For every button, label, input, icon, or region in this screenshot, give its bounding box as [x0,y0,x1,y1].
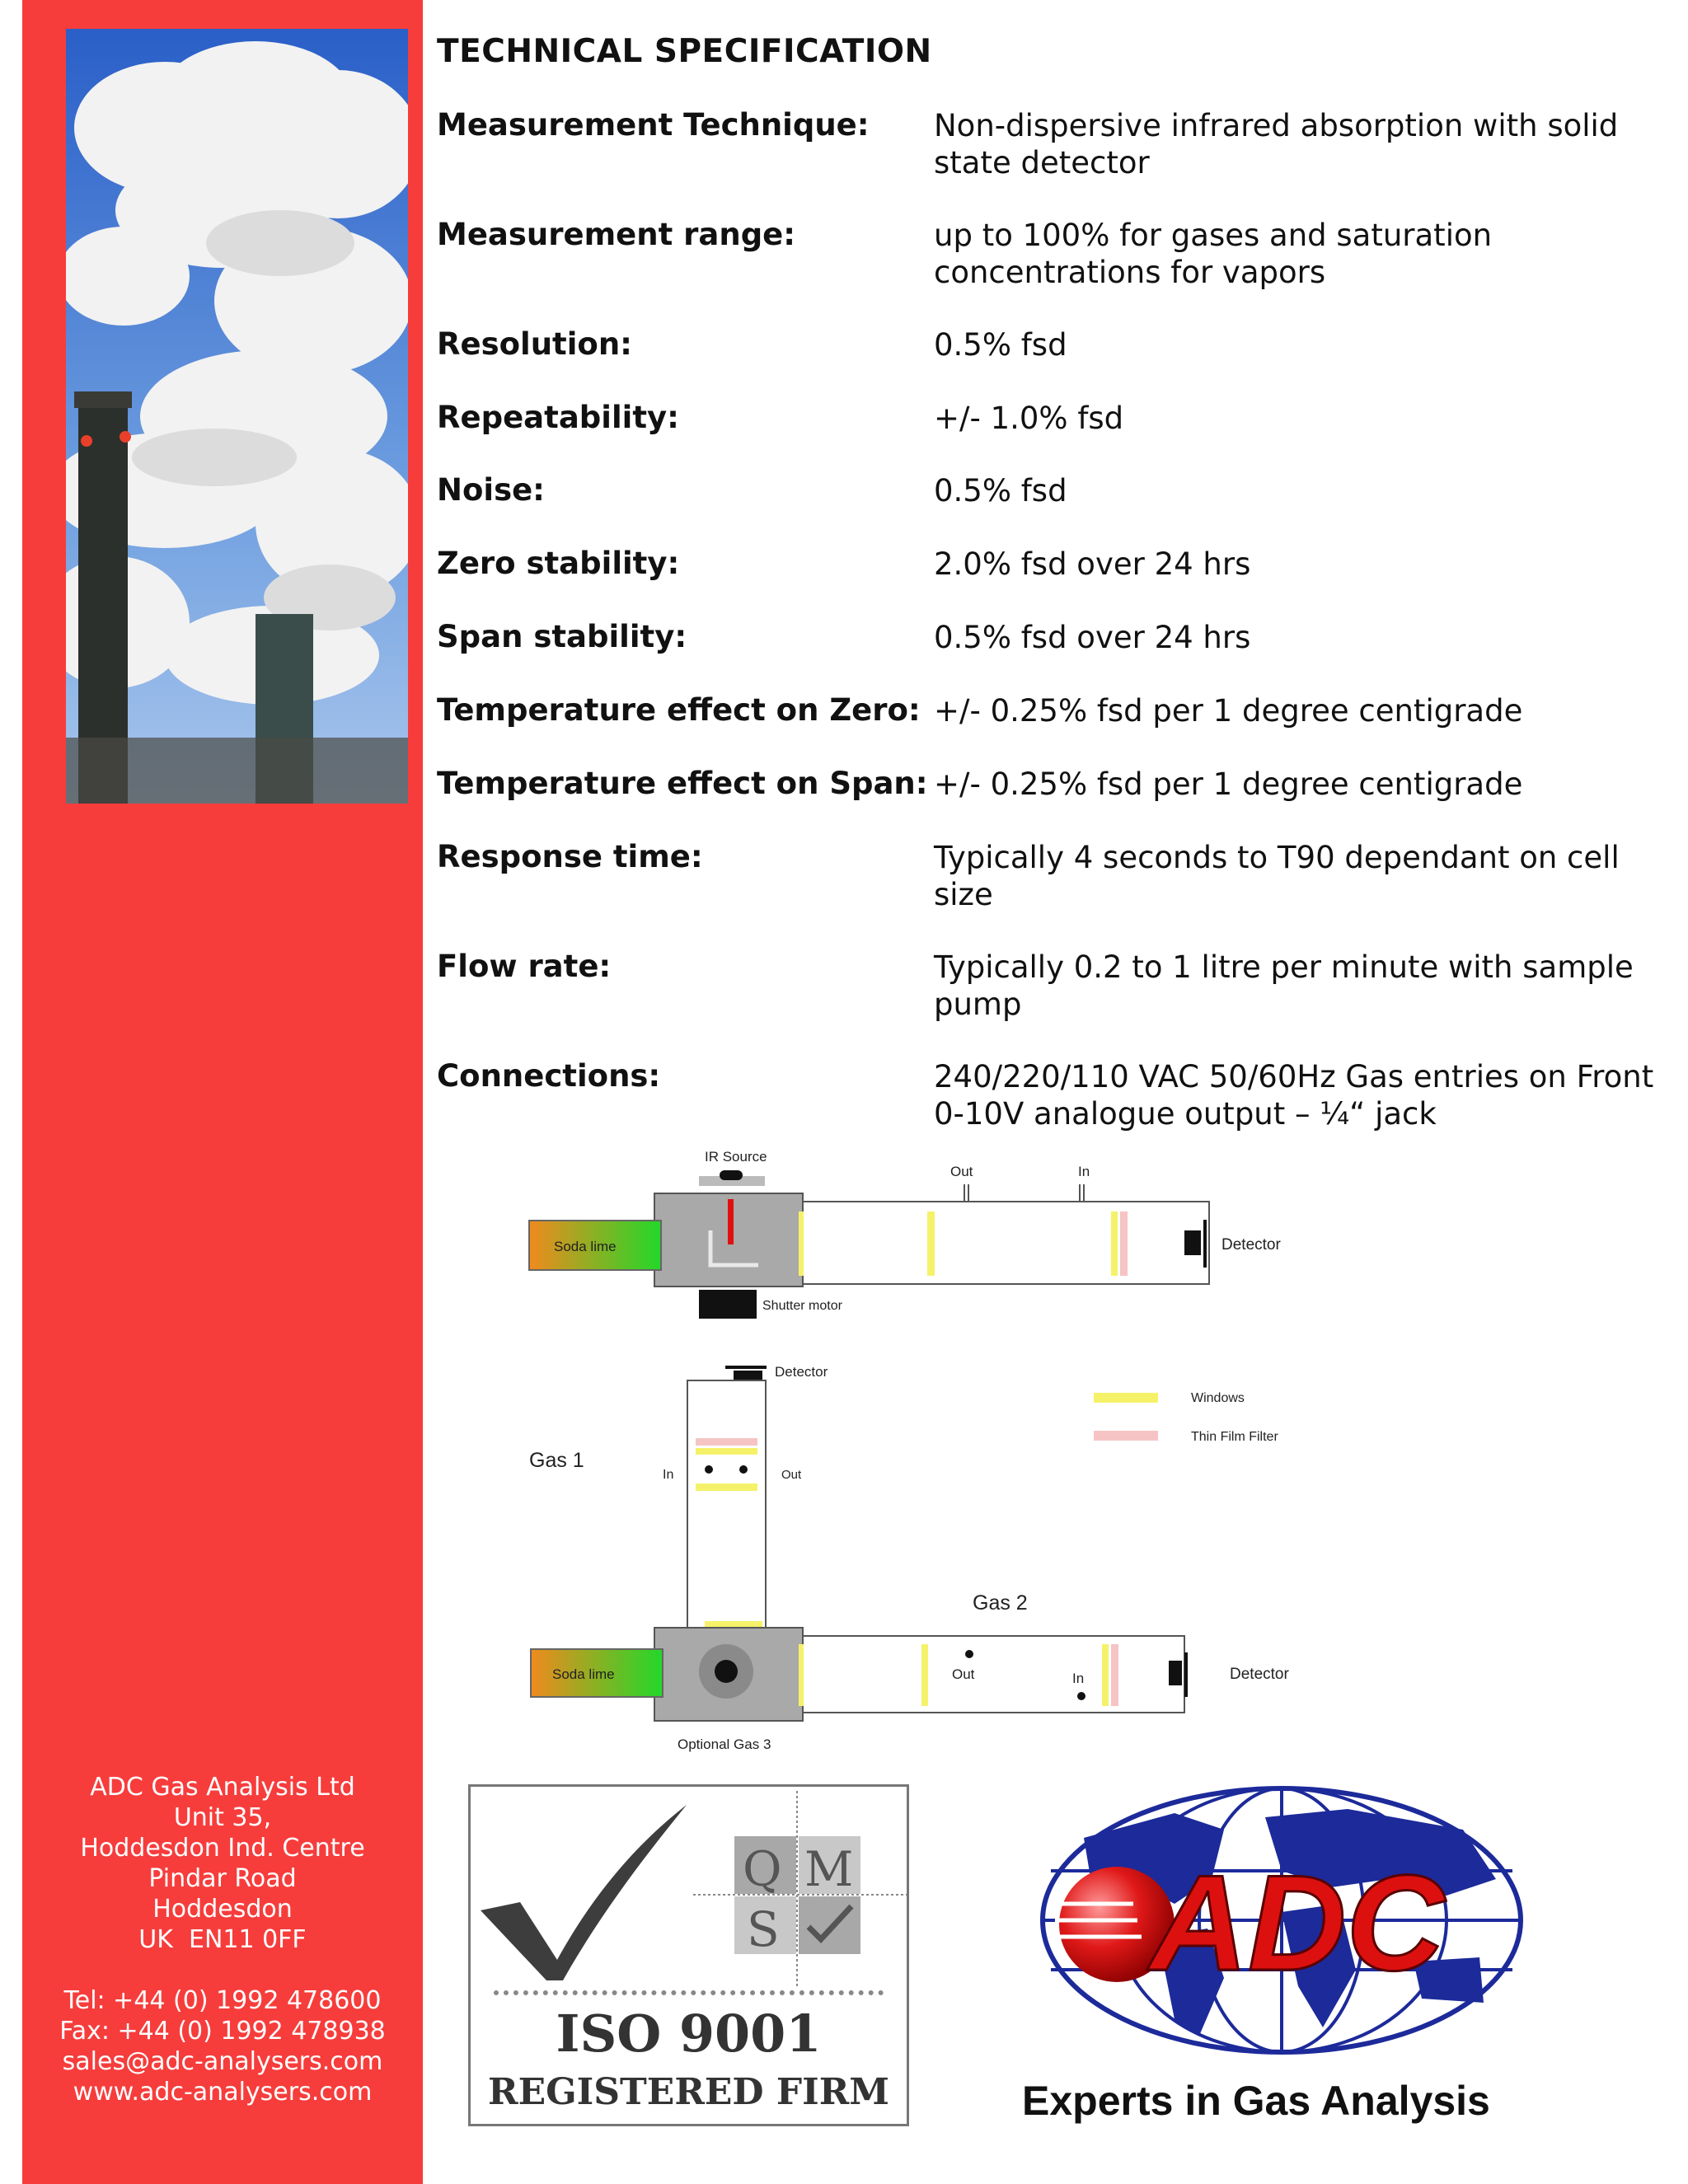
company-name: ADC Gas Analysis Ltd [90,1773,355,1802]
spec-value: +/- 1.0% fsd [934,401,1124,436]
address-line: Unit 35, [173,1803,272,1832]
port [739,1465,748,1474]
legend-filter-swatch [1094,1431,1158,1441]
shutter-motor [699,1290,757,1319]
chimney-photo [66,29,408,804]
window [927,1212,935,1276]
spec-value: 0.5% fsd over 24 hrs [934,620,1251,655]
page-heading: TECHNICAL SPECIFICATION [437,33,932,70]
spec-label: Resolution: [437,326,632,362]
window [1102,1644,1109,1706]
spec-label: Measurement range: [437,217,796,252]
adc-logo [1034,1780,1529,2060]
window [799,1212,804,1276]
detector-label: Detector [775,1364,828,1380]
ir-source-label: IR Source [705,1149,767,1165]
shutter-motor-label: Shutter motor [762,1299,842,1313]
check-mark-icon [471,1787,907,1989]
spec-value: Typically 4 seconds to T90 dependant on cell size [934,840,1620,912]
spec-label: Temperature effect on Span: [437,766,928,801]
iso-title: ISO 9001 [556,2004,822,2064]
address-line: Hoddesdon Ind. Centre [80,1834,365,1863]
spec-value: 0.5% fsd [934,473,1067,509]
spec-label: Measurement Technique: [437,107,870,143]
gas-ports [964,1184,1084,1202]
spec-label: Noise: [437,472,545,508]
spec-value: 240/220/110 VAC 50/60Hz Gas entries on Front 0-10V analogue output – ¼“ jack [934,1059,1654,1132]
spacer [22,1955,423,1985]
soda-lime-label: Soda lime [554,1239,617,1254]
in-label: In [663,1468,674,1482]
iso-subtitle: REGISTERED FIRM [488,2071,889,2113]
detector-plate [1203,1220,1207,1268]
thin-film-filter [696,1438,757,1446]
divider [494,1990,884,1995]
port [965,1650,973,1658]
analyser-diagram [495,1141,1319,1768]
gas1-label: Gas 1 [529,1449,584,1472]
address-line: Pindar Road [148,1864,297,1893]
address-line: Hoddesdon [152,1895,293,1924]
spec-value: +/- 0.25% fsd per 1 degree centigrade [934,693,1523,729]
thin-film-filter [1120,1212,1128,1276]
spec-value: Non-dispersive infrared absorption with solid state detector [934,108,1619,180]
ir-source [715,1660,738,1683]
spec-label: Connections: [437,1058,661,1094]
email-link[interactable]: sales@adc-analysers.com [62,2047,383,2076]
sample-cell [803,1202,1209,1284]
window [696,1448,757,1455]
spec-label: Flow rate: [437,949,612,984]
detector-plate [1184,1652,1188,1697]
legend-windows-label: Windows [1191,1391,1245,1405]
soda-lime-label: Soda lime [552,1666,615,1682]
ir-source-bulb [720,1170,743,1180]
qms-logo [693,1791,907,1989]
qms-letter: M [804,1841,854,1897]
window [799,1644,804,1706]
spec-value: +/- 0.25% fsd per 1 degree centigrade [934,766,1523,802]
ir-beam [728,1199,734,1244]
legend-filter-label: Thin Film Filter [1191,1430,1278,1444]
spec-label: Response time: [437,839,703,874]
tagline: Experts in Gas Analysis [1022,2078,1490,2124]
port [1077,1692,1085,1700]
out-label: Out [950,1164,973,1179]
spec-value: up to 100% for gases and saturation concentrations for vapors [934,218,1493,290]
thin-film-filter [1111,1644,1118,1706]
company-address [22,1772,423,2107]
logo-wordmark: ADC [1150,1847,1445,1999]
out-label: Out [952,1666,975,1682]
detector-label: Detector [1221,1236,1281,1254]
spec-label: Zero stability: [437,546,680,581]
legend-window-swatch [1094,1393,1158,1403]
port [705,1465,713,1474]
spec-value: 2.0% fsd over 24 hrs [934,546,1251,582]
in-label: In [1072,1671,1085,1686]
detector-plate [725,1366,767,1369]
telephone: Tel: +44 (0) 1992 478600 [63,1986,382,2015]
detector [1169,1661,1182,1685]
window [1111,1212,1118,1276]
iso-9001-badge [468,1784,909,2126]
detector-label: Detector [1230,1666,1289,1683]
in-label: In [1078,1164,1090,1179]
spec-label: Repeatability: [437,400,679,435]
spec-label: Temperature effect on Zero: [437,692,921,728]
sample-cell [803,1636,1184,1713]
optional-gas3-label: Optional Gas 3 [678,1736,771,1752]
spec-label: Span stability: [437,619,687,654]
spec-value: Typically 0.2 to 1 litre per minute with sample pump [934,949,1634,1022]
website-link[interactable]: www.adc-analysers.com [73,2078,373,2107]
detector [1184,1230,1201,1255]
window [921,1644,928,1706]
address-line: UK EN11 0FF [138,1925,307,1954]
spec-value: 0.5% fsd [934,327,1067,363]
qms-letter: Q [743,1841,782,1897]
gas2-label: Gas 2 [973,1591,1028,1615]
qms-letter: S [747,1901,780,1957]
out-label: Out [781,1468,802,1482]
window [696,1483,757,1491]
fax: Fax: +44 (0) 1992 478938 [59,2017,386,2046]
